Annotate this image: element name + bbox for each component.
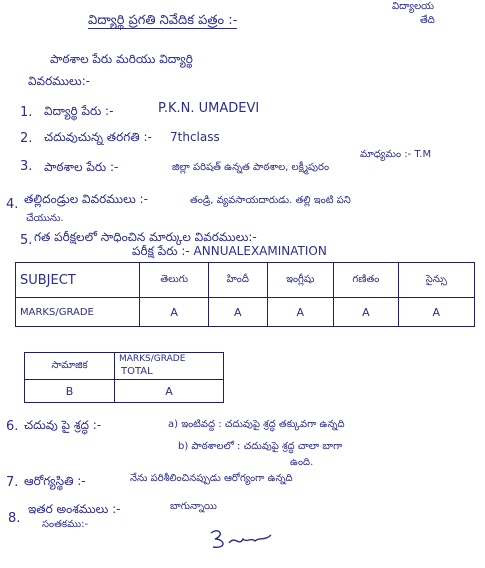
item-8-number: 8. [8, 511, 21, 526]
item-7-label: ఆరోగ్యస్థితి :- [24, 474, 86, 488]
field-4-label: తల్లిదండ్రుల వివరములు :- [24, 192, 148, 206]
grade-hindi: A [233, 305, 242, 319]
field-4-value-2: చేయును. [26, 213, 64, 224]
item-7-value: నేను పరిశీలించినప్పుడు ఆరోగ్యంగా ఉన్నది [130, 473, 293, 484]
total-table [24, 352, 224, 403]
intro-line-2: వివరములు:- [28, 74, 91, 88]
grade-science: A [432, 305, 441, 319]
marks-grade-label: MARKS/GRADE [20, 306, 94, 318]
item-6-b: b) పాఠశాలలో : చదువుపై శ్రద్ధ చాలా బాగా [178, 441, 343, 452]
total-marks-grade-header: MARKS/GRADE [118, 354, 186, 364]
field-2-number: 2. [20, 131, 33, 146]
field-1-value: P.K.N. UMADEVI [158, 101, 260, 116]
field-3-label: పాఠశాల పేరు :- [44, 160, 119, 174]
field-2-value: 7thclass [170, 130, 220, 144]
social-grade: B [65, 384, 74, 398]
grade-maths: A [362, 305, 370, 319]
total-grade: A [165, 384, 173, 398]
page-title: విద్యార్థి ప్రగతి నివేదిక పత్రం :- [88, 13, 238, 28]
social-header: సామాజిక [51, 360, 88, 371]
subject-science: సైన్సు [425, 274, 447, 285]
field-4-number: 4. [6, 197, 19, 212]
item-7-number: 7. [6, 475, 19, 490]
total-header: TOTAL [120, 366, 153, 377]
field-3-number: 3. [20, 159, 33, 174]
item-8-label: ఇతర అంశములు :- [28, 502, 121, 516]
total-header-row [25, 353, 224, 380]
subject-header: SUBJECT [20, 272, 76, 288]
subject-english: ఇంగ్లీషు [286, 274, 315, 285]
item-6-number: 6. [6, 419, 19, 434]
item-8-value-2: సంతకము:- [42, 519, 89, 530]
field-2-medium: మాధ్యమం :- T.M [360, 149, 432, 160]
item-6-b2: ఉంది. [290, 457, 314, 468]
field-5-exam: పరీక్ష పేరు :- ANNUALEXAMINATION [132, 244, 327, 258]
item-8-value: బాగున్నాయి [170, 501, 217, 512]
field-5-number: 5. [20, 233, 33, 248]
signature [205, 525, 275, 555]
marks-table [15, 262, 475, 327]
grade-telugu: A [170, 305, 178, 319]
grade-english: A [296, 305, 305, 319]
marks-grade-row [16, 298, 475, 327]
field-4-value: తండ్రి, వ్యవసాయదారుడు. తల్లి ఇంటి పని [190, 195, 351, 206]
total-value-row [25, 380, 224, 403]
corner-date: తేది [420, 15, 435, 26]
item-6-a: a) ఇంటివద్ద : చదువుపై శ్రద్ధ తక్కువగా ఉన్నది [168, 419, 345, 430]
field-5-label: గత పరీక్షలలో సాధించిన మార్కుల వివరములు:- [34, 230, 257, 244]
subject-maths: గణితం [352, 274, 380, 285]
field-1-number: 1. [20, 105, 33, 120]
intro-line-1: పాఠశాల పేరు మరియు విద్యార్థి [50, 52, 193, 66]
field-2-label: చదువుచున్న తరగతి :- [44, 130, 152, 144]
field-1-label: విద్యార్థి పేరు :- [44, 104, 114, 118]
field-3-value: జిల్లా పరిషత్ ఉన్నత పాఠశాల, లక్ష్మీపురం [172, 162, 330, 173]
marks-header-row [16, 263, 475, 298]
item-6-label: చదువు పై శ్రద్ధ :- [24, 418, 102, 432]
subject-telugu: తెలుగు [160, 274, 188, 285]
subject-hindi: హిందీ [226, 274, 249, 285]
corner-note: విద్యాలయ [392, 1, 435, 12]
